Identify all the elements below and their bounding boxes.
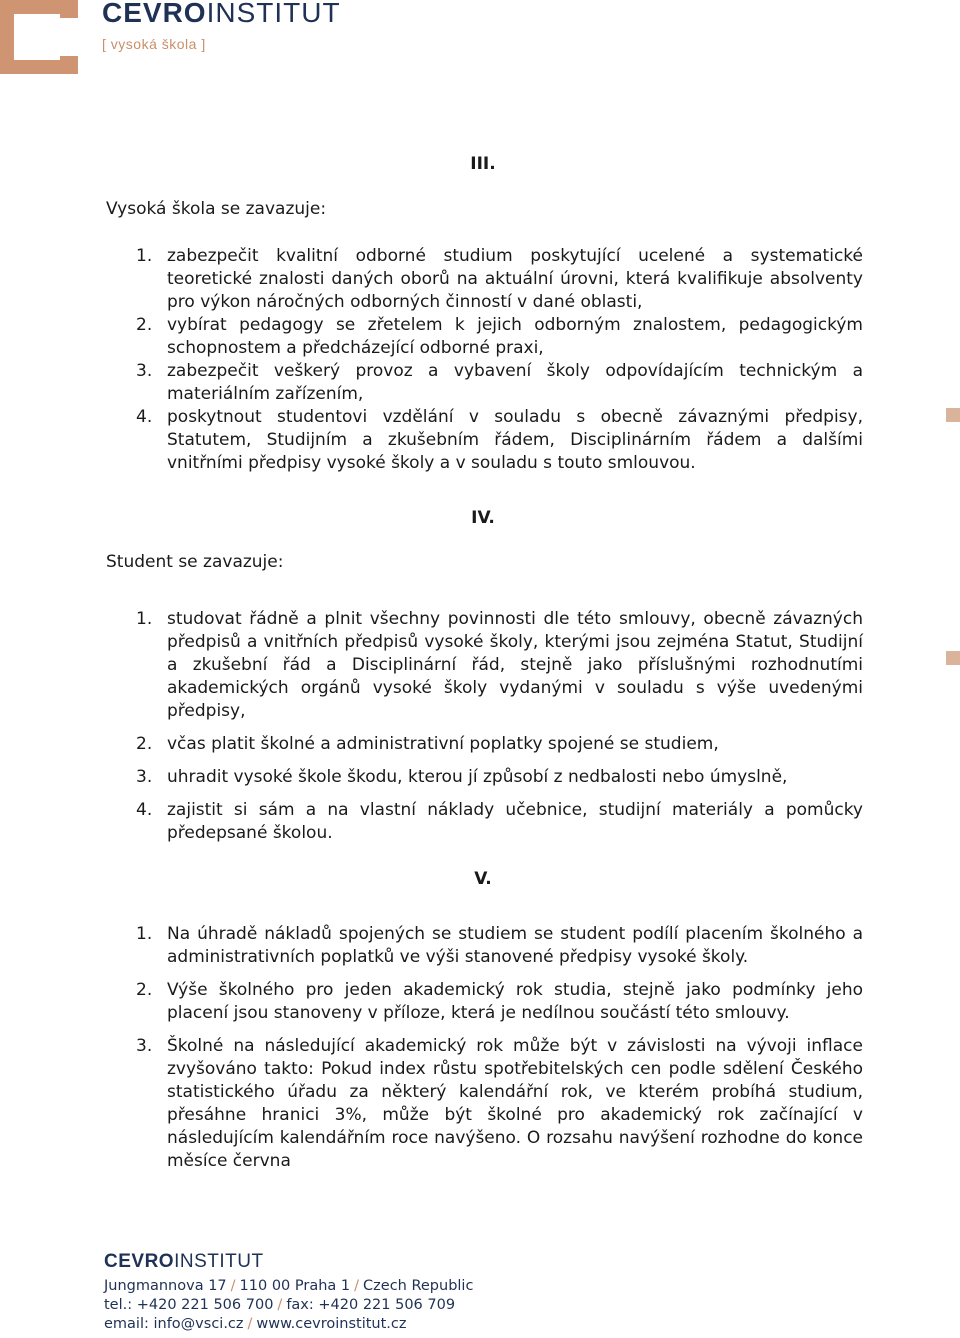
section-intro-iv: Student se zavazuje:: [106, 552, 284, 572]
footer-phone: tel.: +420 221 506 700 / fax: +420 221 506 709: [104, 1297, 456, 1313]
list-item: 3. zabezpečit veškerý provoz a vybavení školy odpovídajícím technickým a materiálním zařízením,: [136, 361, 863, 404]
header-logo: [102, 0, 341, 52]
list-item: 3. uhradit vysoké škole škodu, kterou jí způsobí z nedbalosti nebo úmyslně,: [136, 767, 788, 787]
page-footer: [104, 1251, 473, 1334]
section-list-iii: [106, 245, 863, 475]
margin-marker-icon: [946, 651, 960, 665]
footer-contact: email: info@vsci.cz / www.cevroinstitut.cz: [104, 1316, 407, 1332]
margin-marker-icon: [946, 408, 960, 422]
list-item: 1. studovat řádně a plnit všechny povinnosti dle této smlouvy, obecně závazných předpisů a vnitřních předpisů vysoké školy, kterými jsou zejména Statut, Studijní a zkušební řád a Disciplinární řád, stejně jako příslušnými rozhodnutími akademických orgánů vysoké školy vydanými v souladu s výše uvedenými předpisy,: [136, 609, 863, 721]
brand-subtitle: [ vysoká škola ]: [102, 36, 206, 52]
footer-brand: CEVROINSTITUT: [104, 1251, 264, 1272]
section-list-v: [106, 923, 863, 1173]
list-item: 4. poskytnout studentovi vzdělání v souladu s obecně závaznými předpisy, Statutem, Studijním a zkušebním řádem, Disciplinárním řádem a dalšími vnitřními předpisy vysoké školy a v souladu s touto smlouvou.: [136, 407, 863, 473]
section-heading-iv: IV.: [471, 508, 495, 528]
footer-address: Jungmannova 17 / 110 00 Praha 1 / Czech Republic: [104, 1278, 474, 1294]
list-item: 4. zajistit si sám a na vlastní náklady učebnice, studijní materiály a pomůcky předepsané školou.: [136, 800, 863, 843]
list-item: 3. Školné na následující akademický rok může být v závislosti na vývoji inflace zvyšováno takto: Pokud index růstu spotřebitelských cen podle sdělení Českého statistického úřadu za některý kalendářní rok, ve kterém probíhá studium, přesáhne hranici 3%, může být školné pro akademický rok začínající v následujícím kalendářním roce navýšeno. O rozsahu navýšení rozhodne do konce měsíce června: [136, 1036, 863, 1171]
list-item: 2. vybírat pedagogy se zřetelem k jejich odborným znalostem, pedagogickým schopnostem a předcházející odborné praxi,: [136, 315, 863, 358]
footer-email-link[interactable]: email: info@vsci.cz: [104, 1316, 244, 1332]
list-item: 1. Na úhradě nákladů spojených se studiem se student podílí placením školného a administrativních poplatků ve výši stanovené předpisy vysoké školy.: [136, 924, 863, 967]
section-heading-v: V.: [474, 869, 492, 889]
list-item: 2. včas platit školné a administrativní poplatky spojené se studiem,: [136, 734, 719, 754]
section-list-iv: [106, 608, 863, 845]
footer-web-link[interactable]: www.cevroinstitut.cz: [256, 1316, 407, 1332]
section-heading-iii: III.: [470, 154, 496, 174]
section-intro-iii: Vysoká škola se zavazuje:: [106, 199, 327, 219]
brand-name: CEVROINSTITUT: [102, 0, 341, 28]
logo-mark-icon: [0, 0, 78, 74]
list-item: 2. Výše školného pro jeden akademický rok studia, stejně jako podmínky jeho placení jsou stanoveny v příloze, která je nedílnou součástí této smlouvy.: [136, 980, 863, 1023]
list-item: 1. zabezpečit kvalitní odborné studium poskytující ucelené a systematické teoretické znalosti daných oborů na aktuální úrovni, která kvalifikuje absolventy pro výkon náročných odborných činností v dané oblasti,: [136, 246, 863, 312]
